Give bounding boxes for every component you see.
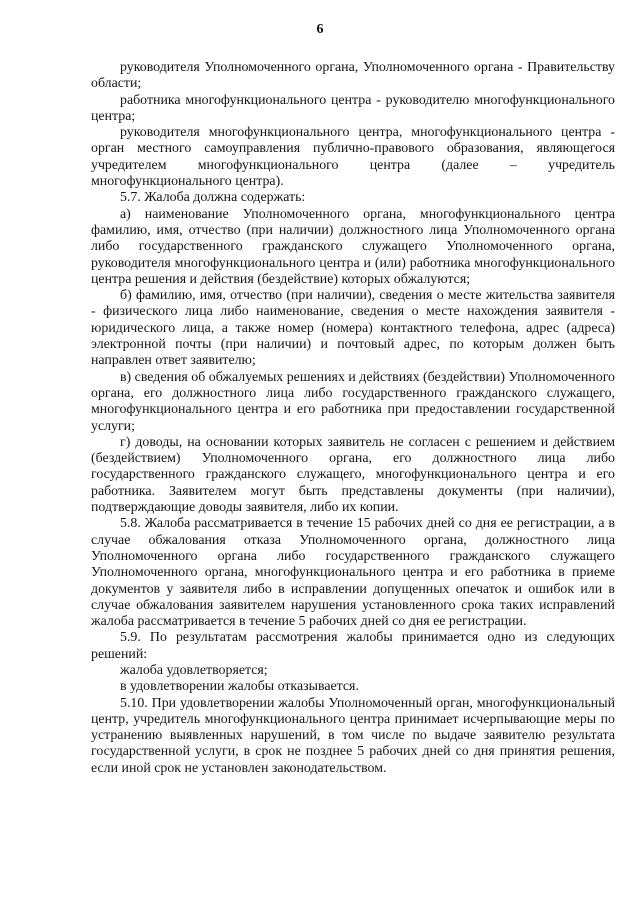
paragraph-decision-satisfied: жалоба удовлетворяется; xyxy=(120,662,268,678)
paragraph-5-10: 5.10. При удовлетворении жалобы Уполномоченный орган, многофункциональный центр, учредитель многофункционального центра принимает исчерпывающие меры по устранению выявленных нарушений, в том числе по выдаче заявителю результата государственной услуги, в срок не позднее 5 рабочих дней со дня принятия решения, если иной срок не установлен законодательством. xyxy=(91,695,615,776)
paragraph-5-7-a: а) наименование Уполномоченного органа, многофункционального центра фамилию, имя, отчество (при наличии) должностного лица Уполномоченного органа либо государственного гражданского служащего Уполномоченного органа, руководителя многофункционального центра и (или) работника многофункционального центра решения и действия (бездействие) которых обжалуются; xyxy=(91,206,615,287)
paragraph-5-9: 5.9. По результатам рассмотрения жалобы принимается одно из следующих решений: xyxy=(91,630,615,662)
paragraph-appeal-to-mfc-head: работника многофункционального центра - руководителю многофункционального центра; xyxy=(91,92,615,124)
document-body xyxy=(91,60,615,777)
paragraph-5-7-v: в) сведения об обжалуемых решениях и действиях (бездействии) Уполномоченного органа, его должностного лица либо государственного гражданского служащего, многофункционального центра и его работника при предоставлении государственной услуги; xyxy=(91,369,615,434)
paragraph-5-7-b: б) фамилию, имя, отчество (при наличии), сведения о месте жительства заявителя - физического лица либо наименование, сведения о месте нахождения заявителя - юридического лица, а также номер (номера) контактного телефона, адрес (адреса) электронной почты (при наличии) и почтовый адрес, по которым должен быть направлен ответ заявителю; xyxy=(91,288,615,369)
page-number: 6 xyxy=(316,22,324,37)
paragraph-appeal-to-government: руководителя Уполномоченного органа, Уполномоченного органа - Правительству области; xyxy=(91,60,615,92)
paragraph-5-7-g: г) доводы, на основании которых заявитель не согласен с решением и действием (бездействием) Уполномоченного органа, его должностного лица либо государственного гражданского служащего, многофункционального центра и его работника. Заявителем могут быть представлены документы (при наличии), подтверждающие доводы заявителя, либо их копии. xyxy=(91,434,615,516)
paragraph-5-7-heading: 5.7. Жалоба должна содержать: xyxy=(120,190,306,206)
paragraph-appeal-to-mfc-founder: руководителя многофункционального центра, многофункционального центра - орган местного самоуправления публично-правового образования, являющегося учредителем многофункционального центра (далее – учредитель многофункционального центра). xyxy=(91,125,615,190)
paragraph-5-8: 5.8. Жалоба рассматривается в течение 15 рабочих дней со дня ее регистрации, а в случае обжалования отказа Уполномоченного органа, должностного лица Уполномоченного органа либо государственного гражданского служащего Уполномоченного органа, многофункционального центра и его работника в приеме документов у заявителя либо в исправлении допущенных опечаток и ошибок или в случае обжалования заявителем нарушения установленного срока таких исправлений жалоба рассматривается в течение 5 рабочих дней со дня ее регистрации. xyxy=(91,516,615,630)
paragraph-decision-refused: в удовлетворении жалобы отказывается. xyxy=(120,679,359,695)
